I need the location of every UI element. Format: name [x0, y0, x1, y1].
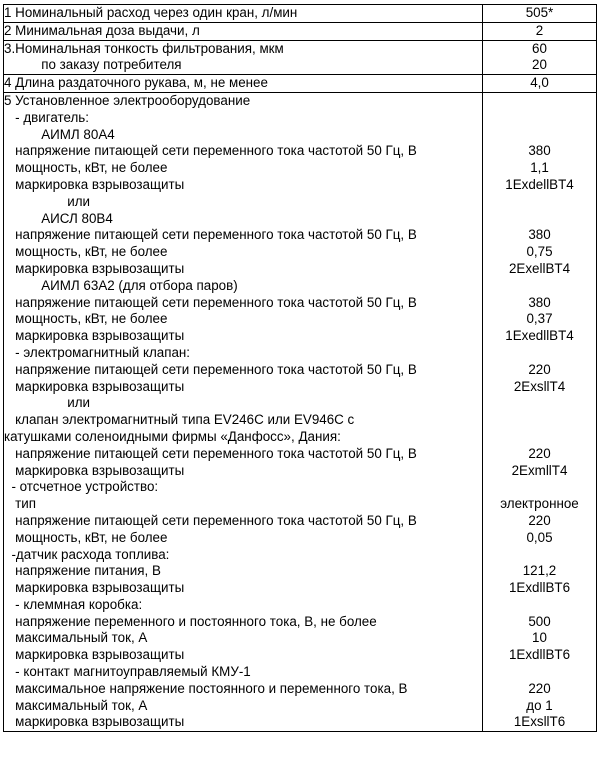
parameter-value: 2ExsllT4	[513, 378, 566, 394]
parameter-label: мощность, кВт, не более	[4, 311, 168, 327]
parameter-value: 1ExsllT6	[513, 714, 566, 730]
parameter-value: 1ExdllBT6	[508, 580, 571, 596]
value-cell	[483, 92, 597, 731]
parameter-value: 220	[528, 512, 551, 528]
parameter-value: 4,0	[530, 75, 549, 91]
parameter-label: АИМЛ 63А2 (для отбора паров)	[4, 277, 238, 293]
parameter-label: мощность, кВт, не более	[4, 244, 168, 260]
parameter-value: 1,1	[530, 160, 549, 176]
parameter-label: напряжение питающей сети переменного тока частотой 50 Гц, В	[4, 227, 417, 243]
parameter-label: напряжение питающей сети переменного тока частотой 50 Гц, В	[4, 512, 417, 528]
parameter-value: 1ExedllBT4	[505, 328, 574, 344]
parameter-label: напряжение питания, В	[4, 563, 161, 579]
parameter-cell	[4, 22, 483, 40]
parameter-label: маркировка взрывозащиты	[4, 462, 185, 478]
parameter-label: 2 Минимальная доза выдачи, л	[4, 22, 200, 38]
parameter-value: электронное	[500, 496, 579, 512]
parameter-cell	[4, 40, 483, 75]
parameter-label: напряжение питающей сети переменного тока частотой 50 Гц, В	[4, 143, 417, 159]
parameter-label: 5 Установленное электрооборудование	[4, 92, 251, 108]
parameter-label: тип	[4, 496, 37, 512]
parameter-value: 0,75	[526, 244, 553, 260]
parameter-value: 1ExdllBT6	[508, 647, 571, 663]
parameter-label: или	[4, 395, 91, 411]
parameter-label: -датчик расхода топлива:	[4, 546, 170, 562]
parameter-cell	[4, 5, 483, 23]
parameter-label: маркировка взрывозащиты	[4, 328, 185, 344]
parameter-value: 220	[528, 445, 551, 461]
parameter-value	[483, 127, 596, 144]
parameter-value: 0,37	[526, 311, 553, 327]
parameter-value	[483, 395, 596, 412]
parameter-value	[483, 429, 596, 446]
parameter-value: 10	[532, 630, 547, 646]
parameter-value: 2	[535, 22, 544, 38]
parameter-label: катушками соленоидными фирмы «Данфосс», Дания:	[4, 428, 341, 444]
parameter-label: по заказу потребителя	[4, 57, 182, 73]
parameter-label: АИМЛ 80А4	[4, 126, 115, 142]
parameter-value	[483, 110, 596, 127]
parameter-label: маркировка взрывозащиты	[4, 378, 185, 394]
parameter-value: 220	[528, 680, 551, 696]
value-cell	[483, 75, 597, 93]
table-row	[4, 40, 597, 75]
table-row	[4, 92, 597, 731]
parameter-label: 3.Номинальная тонкость фильтрования, мкм	[4, 40, 284, 56]
parameter-label: - отсчетное устройство:	[4, 479, 159, 495]
parameter-cell	[4, 92, 483, 731]
parameter-label: маркировка взрывозащиты	[4, 647, 185, 663]
table-row	[4, 5, 597, 23]
parameter-label: - клеммная коробка:	[4, 596, 143, 612]
parameter-label: 1 Номинальный расход через один кран, л/мин	[4, 5, 298, 20]
parameter-value: 20	[532, 57, 547, 73]
parameter-value	[483, 479, 596, 496]
parameter-label: максимальный ток, А	[4, 697, 148, 713]
specifications-table	[3, 4, 597, 732]
parameter-label: напряжение переменного и постоянного тока, В, не более	[4, 613, 377, 629]
parameter-label: 4 Длина раздаточного рукава, м, не менее	[4, 75, 268, 91]
value-cell	[483, 22, 597, 40]
parameter-label: - контакт магнитоуправляемый КМУ-1	[4, 664, 251, 680]
parameter-label: маркировка взрывозащиты	[4, 176, 185, 192]
parameter-value	[483, 664, 596, 681]
value-cell	[483, 5, 597, 23]
parameter-label: или	[4, 193, 91, 209]
parameter-value: 220	[528, 361, 551, 377]
parameter-cell	[4, 75, 483, 93]
value-cell	[483, 40, 597, 75]
parameter-label: мощность, кВт, не более	[4, 160, 168, 176]
parameter-value: 60	[532, 40, 547, 56]
table-row	[4, 75, 597, 93]
parameter-value	[483, 597, 596, 614]
parameter-label: напряжение питающей сети переменного тока частотой 50 Гц, В	[4, 361, 417, 377]
parameter-value	[483, 547, 596, 564]
parameter-value	[483, 93, 596, 110]
parameter-label: напряжение питающей сети переменного тока частотой 50 Гц, В	[4, 445, 417, 461]
parameter-label: мощность, кВт, не более	[4, 529, 168, 545]
parameter-label: маркировка взрывозащиты	[4, 714, 185, 730]
parameter-label: - двигатель:	[4, 109, 89, 125]
specifications-table-body	[4, 5, 597, 732]
parameter-label: максимальный ток, А	[4, 630, 148, 646]
parameter-value: 505*	[525, 5, 554, 20]
parameter-value	[483, 194, 596, 211]
parameter-value: до 1	[526, 697, 553, 713]
parameter-value	[483, 412, 596, 429]
table-row	[4, 22, 597, 40]
parameter-label: напряжение питающей сети переменного тока частотой 50 Гц, В	[4, 294, 417, 310]
parameter-value: 2ExellBT4	[508, 260, 571, 276]
parameter-label: клапан электромагнитный типа EV246C или EV946C с	[4, 412, 355, 428]
parameter-label: - электромагнитный клапан:	[4, 344, 191, 360]
parameter-value	[483, 345, 596, 362]
parameter-value: 121,2	[522, 563, 557, 579]
parameter-label: маркировка взрывозащиты	[4, 580, 185, 596]
parameter-value: 0,05	[526, 529, 553, 545]
parameter-value	[483, 211, 596, 228]
parameter-label: максимальное напряжение постоянного и переменного тока, В	[4, 680, 408, 696]
parameter-value: 380	[528, 227, 551, 243]
parameter-value	[483, 278, 596, 295]
parameter-value: 500	[528, 613, 551, 629]
parameter-label: маркировка взрывозащиты	[4, 260, 185, 276]
parameter-value: 380	[528, 143, 551, 159]
parameter-label: АИСЛ 80В4	[4, 210, 113, 226]
parameter-value: 2ExmllT4	[511, 462, 568, 478]
parameter-value: 1ExdellBT4	[505, 176, 574, 192]
parameter-value: 380	[528, 294, 551, 310]
